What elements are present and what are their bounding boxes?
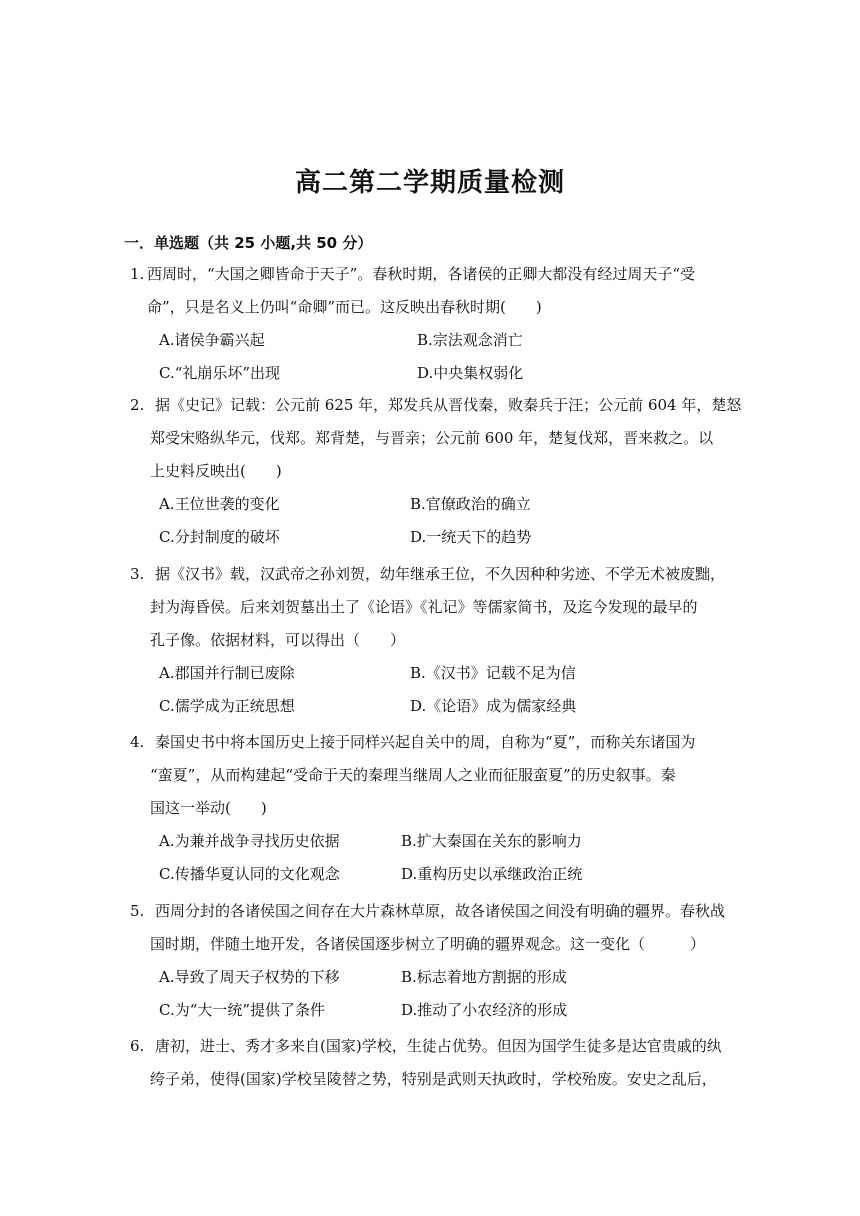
options-row — [130, 825, 740, 858]
question-6 — [130, 1030, 740, 1096]
question-text-line: 国时期，伴随土地开发，各诸侯国逐步树立了明确的疆界观念。这一变化（ ） — [150, 935, 706, 953]
option-b[interactable]: B.官僚政治的确立 — [410, 495, 531, 513]
options-row — [130, 994, 740, 1027]
page-title: 高二第二学期质量检测 — [294, 168, 565, 198]
option-b[interactable]: B.《汉书》记载不足为信 — [410, 664, 576, 682]
option-b[interactable]: B.扩大秦国在关东的影响力 — [401, 832, 582, 850]
question-3 — [130, 558, 740, 723]
question-text-line: 西周时，“大国之卿皆命于天子”。春秋时期，各诸侯的正卿大都没有经过周天子“受 — [147, 265, 696, 283]
option-d[interactable]: D.中央集权弱化 — [417, 364, 524, 382]
question-text-line: 西周分封的各诸侯国之间存在大片森林草原，故各诸侯国之间没有明确的疆界。春秋战 — [155, 902, 726, 920]
question-text-line: 据《汉书》载，汉武帝之孙刘贺，幼年继承王位，不久因种种劣迹、不学无术被废黜， — [155, 565, 726, 583]
options-row — [130, 690, 740, 723]
options-row — [130, 488, 740, 521]
question-text-line: 命”，只是名义上仍叫“命卿”而已。这反映出春秋时期( ) — [147, 298, 542, 316]
option-b[interactable]: B.宗法观念消亡 — [417, 331, 523, 349]
options-row — [130, 521, 740, 554]
option-c[interactable]: C.传播华夏认同的文化观念 — [159, 865, 340, 883]
question-number: 5. — [130, 902, 145, 920]
question-text-line: 上史料反映出( ) — [150, 462, 282, 480]
question-text-line: 国这一举动( ) — [150, 799, 267, 817]
options-row — [130, 324, 740, 357]
option-b[interactable]: B.标志着地方割据的形成 — [401, 968, 567, 986]
option-d[interactable]: D.推动了小农经济的形成 — [401, 1001, 568, 1019]
question-number: 1. — [130, 265, 145, 283]
option-c[interactable]: C.为“大一统”提供了条件 — [159, 1001, 326, 1019]
question-text-line: 孔子像。依据材料，可以得出（ ） — [150, 631, 406, 649]
options-row — [130, 357, 740, 390]
section-heading: 一．单选题（共 25 小题,共 50 分） — [124, 234, 373, 252]
options-row — [130, 961, 740, 994]
question-number: 2. — [130, 396, 145, 414]
question-5 — [130, 895, 740, 1027]
option-a[interactable]: A.诸侯争霸兴起 — [159, 331, 265, 349]
question-text-line: 唐初，进士、秀才多来自(国家)学校，生徒占优势。但因为国学生徒多是达官贵戚的纨 — [155, 1037, 722, 1055]
option-d[interactable]: D.一统天下的趋势 — [410, 528, 532, 546]
option-a[interactable]: A.郡国并行制已废除 — [159, 664, 295, 682]
option-a[interactable]: A.导致了周天子权势的下移 — [159, 968, 340, 986]
options-row — [130, 657, 740, 690]
option-c[interactable]: C.“礼崩乐坏”出现 — [159, 364, 281, 382]
option-d[interactable]: D.《论语》成为儒家经典 — [410, 697, 577, 715]
question-text-line: 秦国史书中将本国历史上接于同样兴起自关中的周，自称为“夏”，而称关东诸国为 — [155, 733, 696, 751]
question-1 — [130, 258, 740, 390]
question-text-line: 绔子弟，使得(国家)学校呈陵替之势，特别是武则天执政时，学校殆废。安史之乱后， — [150, 1070, 717, 1088]
question-text-line: 郑受宋赂纵华元，伐郑。郑背楚，与晋亲；公元前 600 年，楚复伐郑，晋来救之。以 — [150, 429, 714, 447]
option-a[interactable]: A.为兼并战争寻找历史依据 — [159, 832, 340, 850]
question-2 — [130, 389, 740, 554]
question-4 — [130, 726, 740, 891]
question-number: 6. — [130, 1037, 145, 1055]
question-number: 4. — [130, 733, 145, 751]
options-row — [130, 858, 740, 891]
option-a[interactable]: A.王位世袭的变化 — [159, 495, 280, 513]
question-number: 3. — [130, 565, 145, 583]
question-text-line: “蛮夏”，从而构建起“受命于天的秦理当继周人之业而征服蛮夏”的历史叙事。秦 — [150, 766, 676, 784]
option-c[interactable]: C.儒学成为正统思想 — [159, 697, 295, 715]
question-text-line: 据《史记》记载：公元前 625 年，郑发兵从晋伐秦，败秦兵于汪；公元前 604 年，楚怒 — [155, 396, 742, 414]
question-text-line: 封为海昏侯。后来刘贺墓出土了《论语》《礼记》等儒家简书，及迄今发现的最早的 — [150, 598, 698, 616]
option-c[interactable]: C.分封制度的破坏 — [159, 528, 280, 546]
option-d[interactable]: D.重构历史以承继政治正统 — [401, 865, 583, 883]
